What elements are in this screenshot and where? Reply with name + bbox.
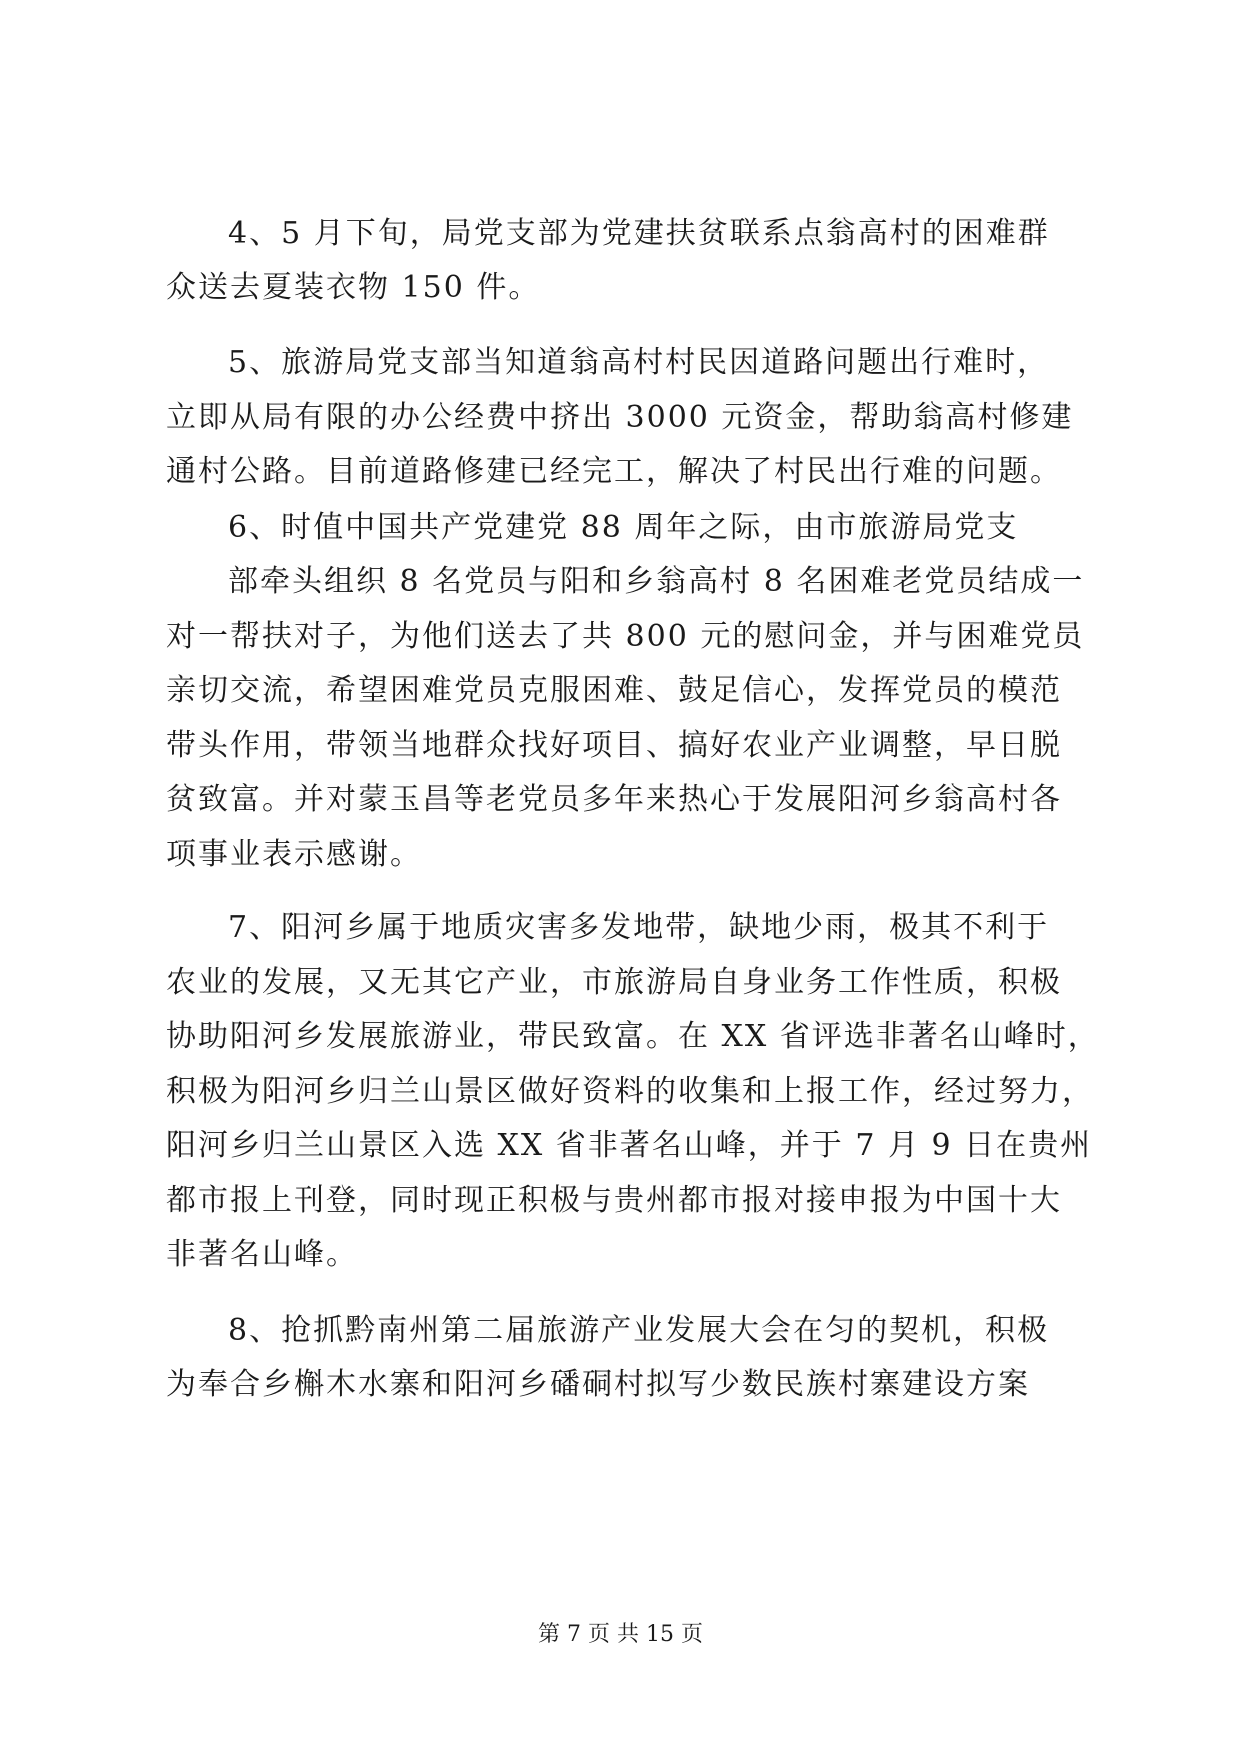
paragraph-6-line-5: 带头作用，带领当地群众找好项目、搞好农业产业调整，早日脱 bbox=[166, 728, 1062, 763]
paragraph-7-line-3: 协助阳河乡发展旅游业，带民致富。在 XX 省评选非著名山峰时， bbox=[166, 1019, 1100, 1054]
paragraph-6-line-6: 贫致富。并对蒙玉昌等老党员多年来热心于发展阳河乡翁高村各 bbox=[166, 782, 1062, 817]
paragraph-8-line-1: 8、抢抓黔南州第二届旅游产业发展大会在匀的契机，积极 bbox=[228, 1313, 1050, 1348]
paragraph-6-line-2: 部牵头组织 8 名党员与阳和乡翁高村 8 名困难老党员结成一 bbox=[228, 564, 1085, 599]
paragraph-5-line-2: 立即从局有限的办公经费中挤出 3000 元资金，帮助翁高村修建 bbox=[166, 400, 1074, 435]
paragraph-8-line-2: 为奉合乡槲木水寨和阳河乡磻硐村拟写少数民族村寨建设方案 bbox=[166, 1367, 1030, 1402]
paragraph-6-line-4: 亲切交流，希望困难党员克服困难、鼓足信心，发挥党员的模范 bbox=[166, 673, 1062, 708]
paragraph-7-line-4: 积极为阳河乡归兰山景区做好资料的收集和上报工作，经过努力， bbox=[166, 1074, 1094, 1109]
paragraph-5-line-1: 5、旅游局党支部当知道翁高村村民因道路问题出行难时， bbox=[228, 345, 1050, 380]
paragraph-6-line-1: 6、时值中国共产党建党 88 周年之际，由市旅游局党支 bbox=[228, 510, 1019, 545]
paragraph-4-line-1: 4、5 月下旬，局党支部为党建扶贫联系点翁高村的困难群 bbox=[228, 216, 1050, 251]
paragraph-7-line-7: 非著名山峰。 bbox=[166, 1237, 358, 1272]
paragraph-4-line-2: 众送去夏装衣物 150 件。 bbox=[166, 270, 541, 305]
paragraph-7-line-5: 阳河乡归兰山景区入选 XX 省非著名山峰，并于 7 月 9 日在贵州 bbox=[166, 1128, 1093, 1163]
paragraph-6-line-3: 对一帮扶对子，为他们送去了共 800 元的慰问金，并与困难党员 bbox=[166, 619, 1085, 654]
paragraph-5-line-3: 通村公路。目前道路修建已经完工，解决了村民出行难的问题。 bbox=[166, 454, 1062, 489]
paragraph-7-line-2: 农业的发展，又无其它产业，市旅游局自身业务工作性质，积极 bbox=[166, 965, 1062, 1000]
paragraph-7-line-6: 都市报上刊登，同时现正积极与贵州都市报对接申报为中国十大 bbox=[166, 1183, 1062, 1218]
paragraph-6-line-7: 项事业表示感谢。 bbox=[166, 837, 422, 872]
paragraph-7-line-1: 7、阳河乡属于地质灾害多发地带，缺地少雨，极其不利于 bbox=[228, 910, 1050, 945]
page-number-footer: 第 7 页 共 15 页 bbox=[538, 1622, 703, 1647]
